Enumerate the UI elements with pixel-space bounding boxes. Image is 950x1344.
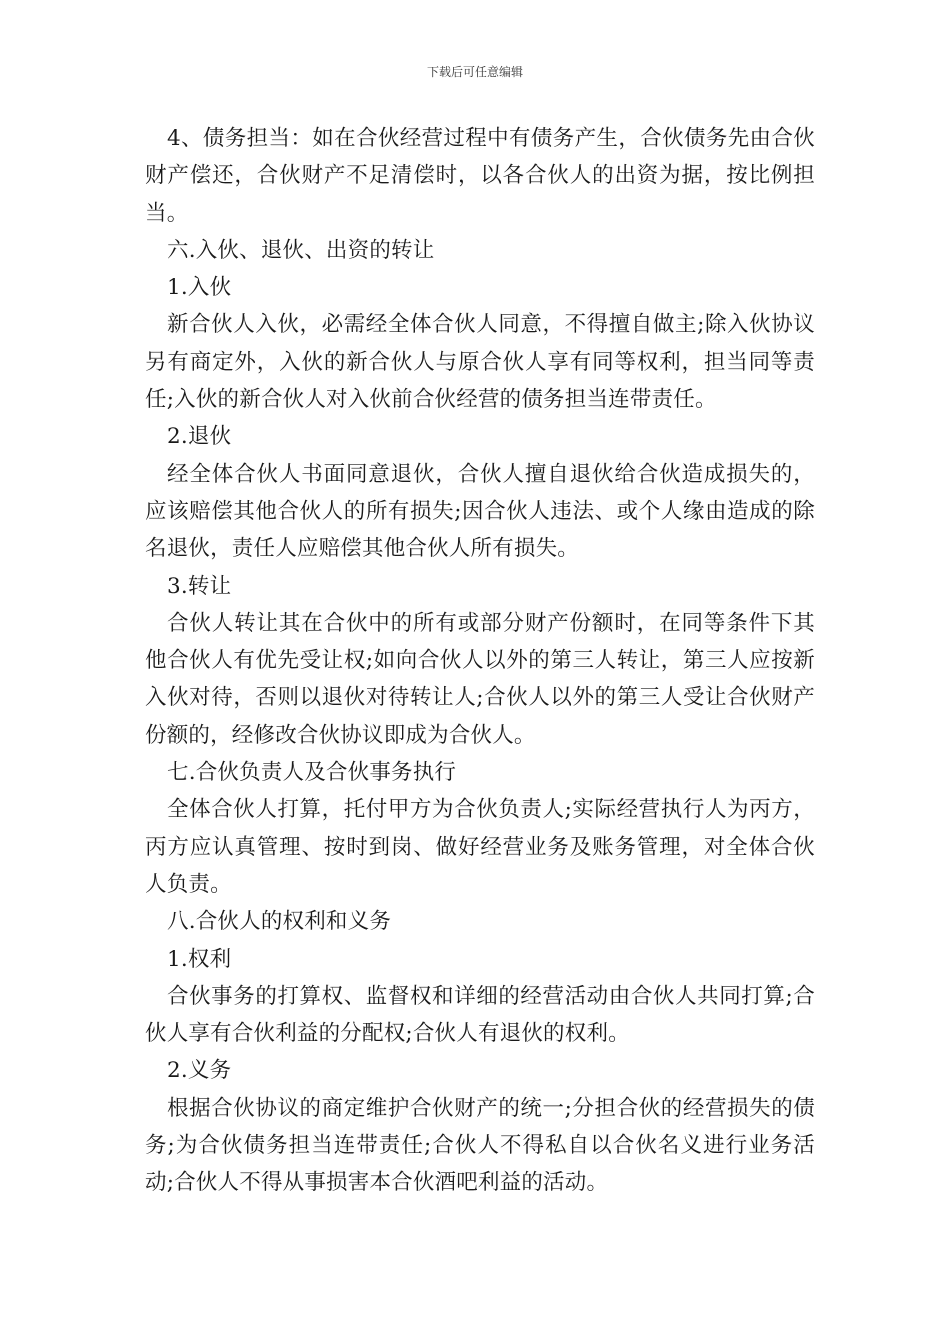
- paragraph-duties: 根据合伙协议的商定维护合伙财产的统一;分担合伙的经营损失的债务;为合伙债务担当连带责任;合伙人不得私自以合伙名义进行业务活动;合伙人不得从事损害本合伙酒吧利益的活动。: [145, 1095, 815, 1196]
- subheading-transfer: 3.转让: [167, 573, 232, 599]
- paragraph-join: 新合伙人入伙，必需经全体合伙人同意，不得擅自做主;除入伙协议另有商定外，入伙的新合伙人与原合伙人享有同等权利，担当同等责任;入伙的新合伙人对入伙前合伙经营的债务担当连带责任。: [145, 312, 815, 413]
- paragraph-withdraw: 经全体合伙人书面同意退伙，合伙人擅自退伙给合伙造成损失的，应该赔偿其他合伙人的所有损失;因合伙人违法、或个人缘由造成的除名退伙，责任人应赔偿其他合伙人所有损失。: [145, 461, 815, 562]
- paragraph-transfer: 合伙人转让其在合伙中的所有或部分财产份额时，在同等条件下其他合伙人有优先受让权;如向合伙人以外的第三人转让，第三人应按新入伙对待，否则以退伙对待转让人;合伙人以外的第三人受让合伙财产份额的，经修改合伙协议即成为合伙人。: [145, 610, 815, 748]
- subheading-duties: 2.义务: [167, 1058, 232, 1084]
- document-body: [145, 120, 815, 1202]
- paragraph-manager: 全体合伙人打算，托付甲方为合伙负责人;实际经营执行人为丙方，丙方应认真管理、按时到岗、做好经营业务及账务管理，对全体合伙人负责。: [145, 797, 815, 897]
- paragraph-debt-liability: 4、债务担当：如在合伙经营过程中有债务产生，合伙债务先由合伙财产偿还，合伙财产不足清偿时，以各合伙人的出资为据，按比例担当。: [145, 126, 815, 226]
- paragraph-rights: 合伙事务的打算权、监督权和详细的经营活动由合伙人共同打算;合伙人享有合伙利益的分配权;合伙人有退伙的权利。: [145, 983, 815, 1047]
- subheading-rights: 1.权利: [167, 946, 232, 972]
- section-heading-8: 八.合伙人的权利和义务: [167, 909, 392, 935]
- subheading-join: 1.入伙: [167, 275, 232, 301]
- section-heading-6: 六.入伙、退伙、出资的转让: [167, 237, 435, 263]
- page-header: 下载后可任意编辑: [426, 65, 523, 79]
- section-heading-7: 七.合伙负责人及合伙事务执行: [167, 760, 457, 786]
- subheading-withdraw: 2.退伙: [167, 424, 232, 450]
